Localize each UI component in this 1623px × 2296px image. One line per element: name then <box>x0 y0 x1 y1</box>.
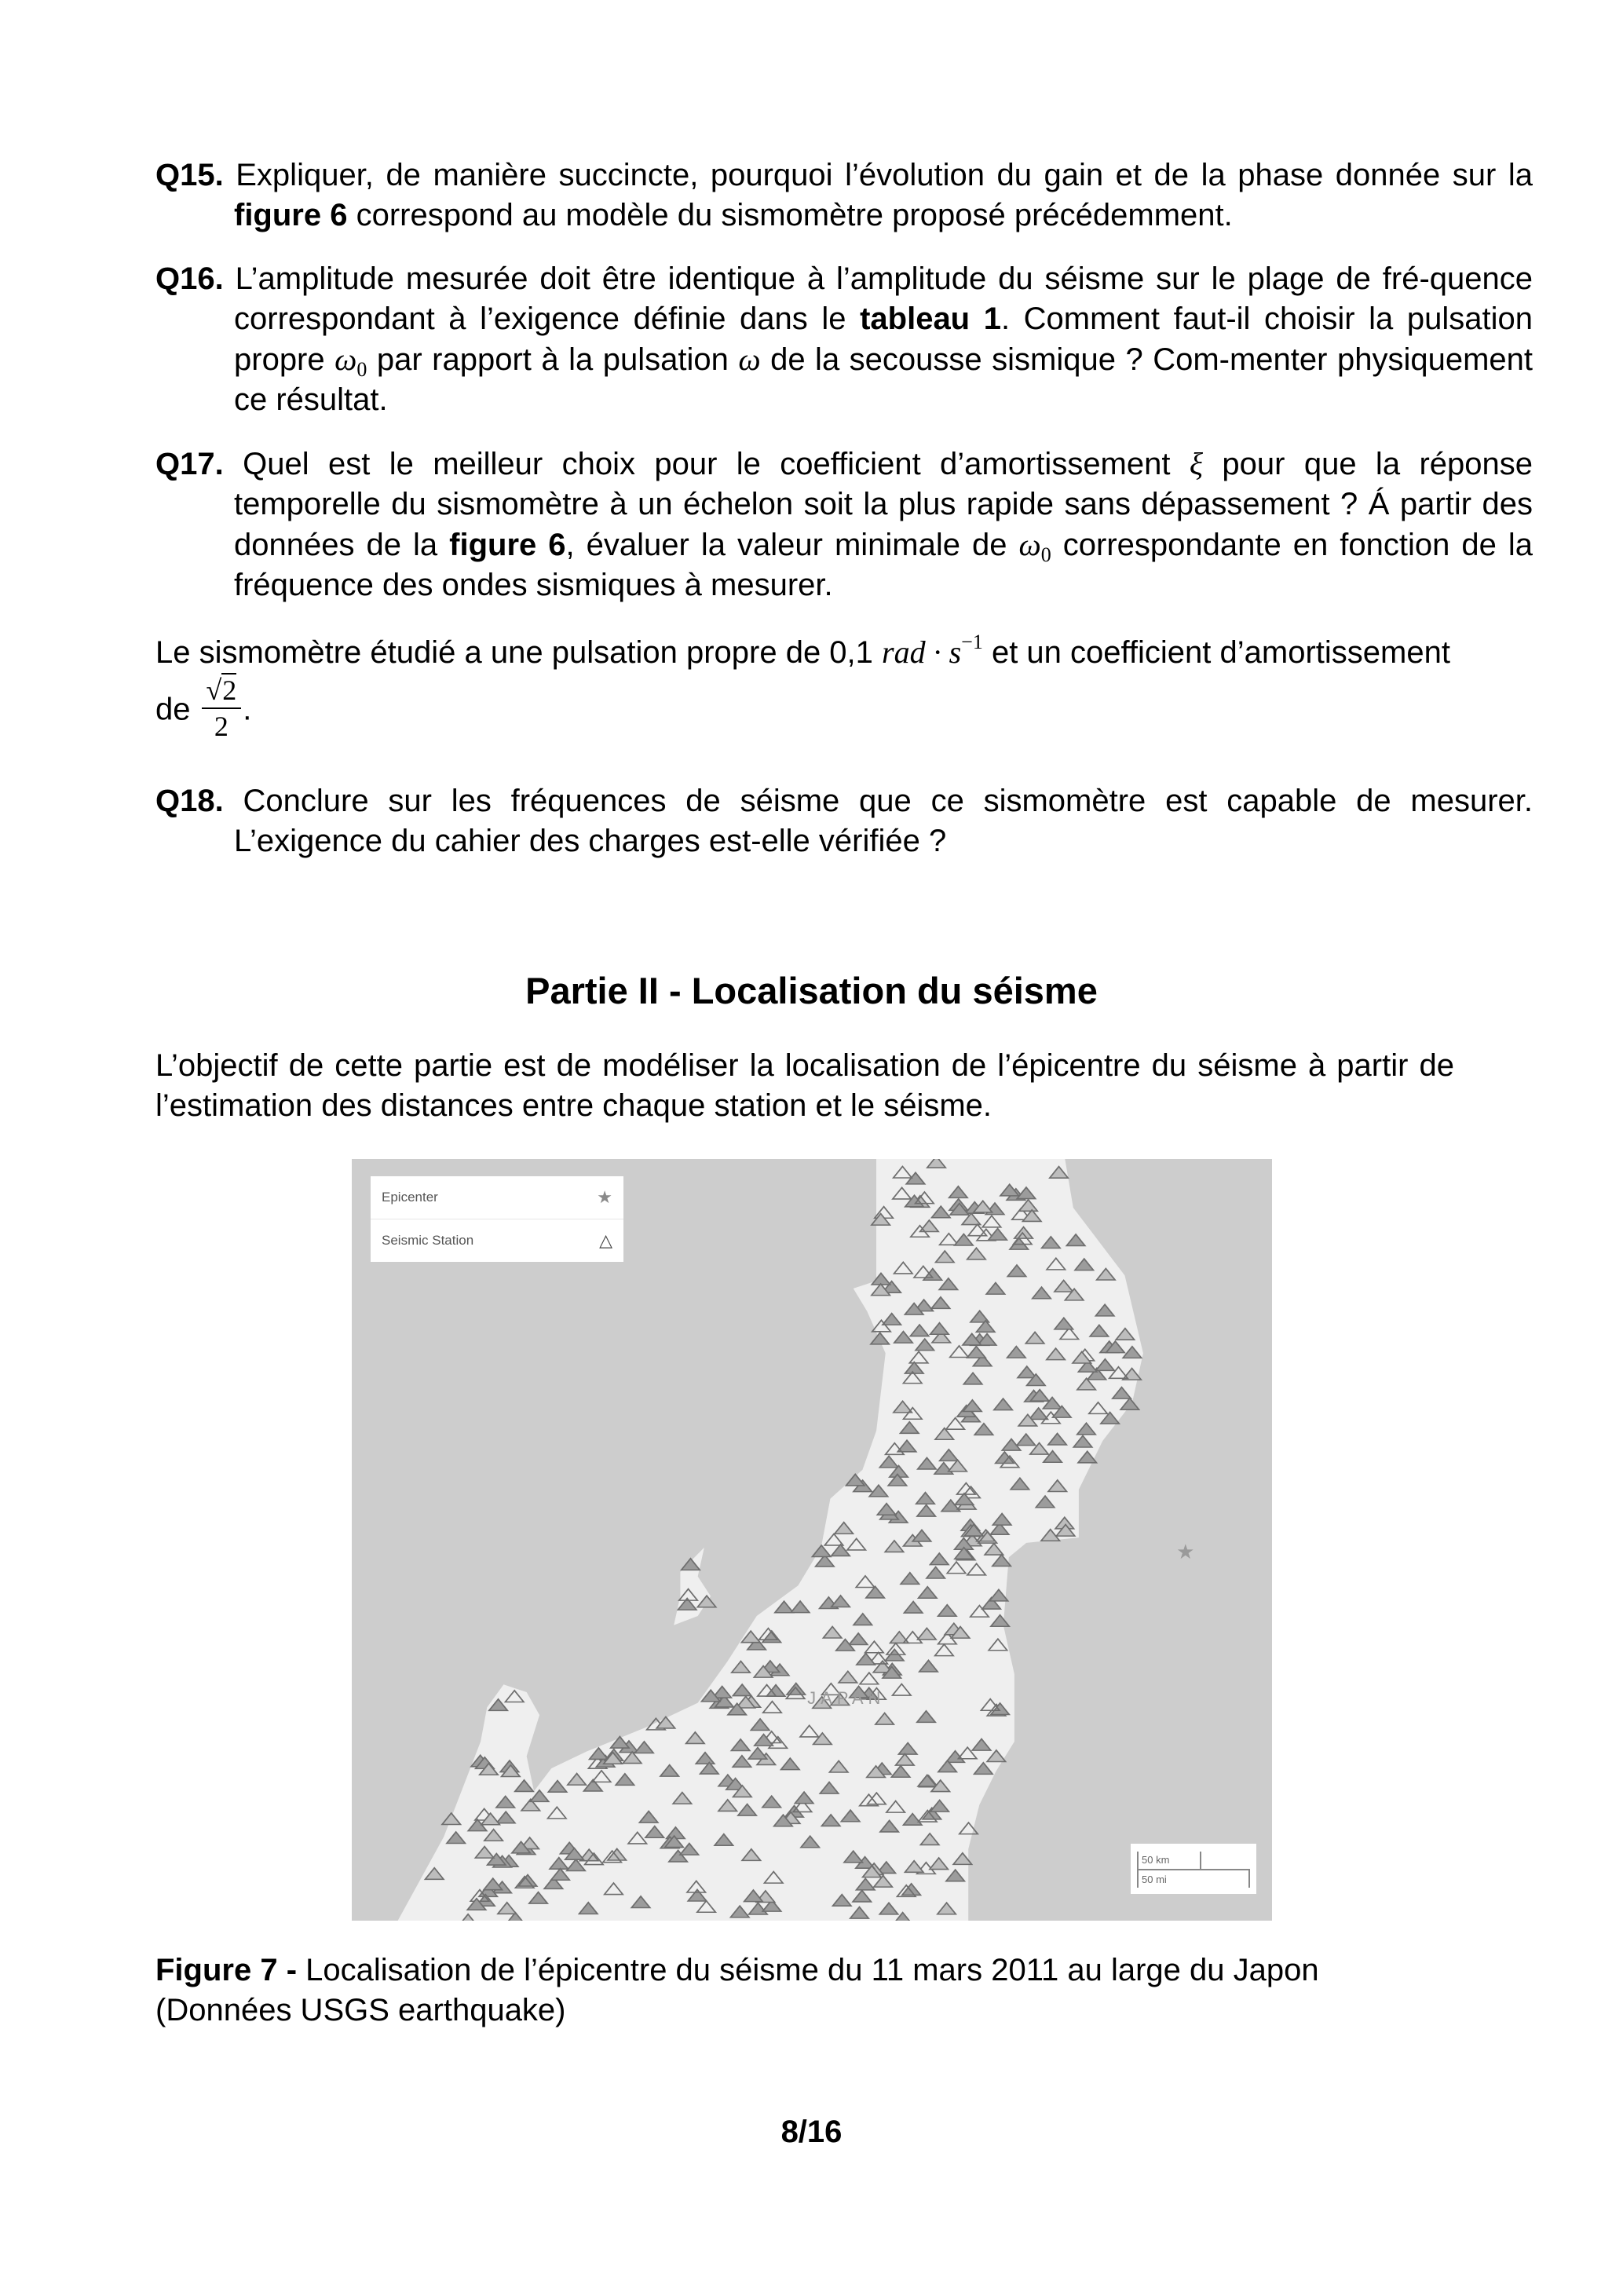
math-symbol: ξ <box>1189 446 1204 481</box>
fraction-sqrt2-over-2 <box>202 675 242 742</box>
intro-paragraph: L’objectif de cette partie est de modéliser la localisation de l’épicentre du séisme à partir de l’estimation des distances entre chaque station et le séisme. <box>155 1048 1454 1123</box>
page-number: 8/16 <box>780 2115 843 2149</box>
question-number: Q15. <box>155 158 236 192</box>
fraction-numerator: √2 <box>202 675 242 709</box>
map-legend <box>371 1176 623 1262</box>
caption-label: Figure 7 - <box>155 1953 298 1987</box>
statement-line-2 <box>155 675 1454 745</box>
fraction-denominator: 2 <box>214 711 228 742</box>
scale-bar <box>1131 1844 1256 1894</box>
question-text: correspondante en fonction de la fréquence des ondes sismiques à mesurer. <box>234 528 1533 602</box>
question-q18 <box>155 781 1533 861</box>
epicenter-map <box>352 1159 1272 1921</box>
question-number: Q17. <box>155 447 243 481</box>
question-text: Conclure sur les fréquences de séisme que ce sismomètre est capable de mesurer. L’exigence du cahier des charges est-elle vérifiée ? <box>234 784 1533 858</box>
scale-tick <box>1248 1869 1250 1888</box>
scale-label-mi: 50 mi <box>1142 1874 1167 1885</box>
scale-tick <box>1137 1869 1139 1888</box>
question-text: de la secousse sismique ? Com-menter physiquement ce résultat. <box>234 342 1533 417</box>
math-symbol: ω <box>738 342 761 377</box>
math-subscript: 0 <box>356 358 367 381</box>
scale-tick <box>1200 1852 1201 1869</box>
unit-rad-s <box>882 631 983 670</box>
seismometer-statement <box>155 632 1454 745</box>
math-symbol: $\omega_0$ <box>1018 527 1051 566</box>
question-text: par rapport à la pulsation <box>367 342 739 377</box>
question-number: Q16. <box>155 261 236 296</box>
unit-exponent: −1 <box>961 631 983 653</box>
question-text: correspond au modèle du sismomètre proposé précédemment. <box>347 198 1233 232</box>
unit-text: rad · s <box>882 634 962 670</box>
map-canvas <box>352 1159 1272 1921</box>
star-icon: ★ <box>597 1187 612 1207</box>
epicenter-star-icon: ★ <box>1176 1540 1195 1563</box>
question-q16 <box>155 259 1533 420</box>
question-number: Q18. <box>155 784 243 818</box>
statement-period: . <box>243 692 252 727</box>
statement-de: de <box>155 692 191 727</box>
question-text: Expliquer, de manière succincte, pourquoi l’évolution du gain et de la phase donnée sur la <box>236 158 1533 192</box>
section-heading: Partie II - Localisation du séisme <box>525 970 1098 1011</box>
statement-text-2: et un coefficient d’amortissement <box>982 635 1450 670</box>
statement-text-1: Le sismomètre étudié a une pulsation propre de 0,1 <box>155 635 883 670</box>
question-text: . Comment faut-il choisir la pulsation propre <box>234 302 1533 377</box>
math-symbol: $\omega_0$ <box>334 342 367 381</box>
triangle-icon: △ <box>599 1230 612 1250</box>
bold-reference: figure 6 <box>449 528 566 562</box>
question-text: L’amplitude mesurée doit être identique à l’amplitude du séisme sur le plage de fré-quence correspondant à l’exigence définie dans le <box>234 261 1533 336</box>
sqrt-radicand: 2 <box>222 675 237 706</box>
bold-reference: tableau 1 <box>860 302 1001 336</box>
question-q17 <box>155 444 1533 605</box>
question-text: Quel est le meilleur choix pour le coefficient d’amortissement <box>243 447 1190 481</box>
math-subscript: 0 <box>1040 543 1051 566</box>
scale-tick <box>1137 1852 1139 1869</box>
scale-line <box>1137 1869 1250 1870</box>
country-label: JAPAN <box>807 1688 886 1709</box>
legend-item-seismic-station <box>371 1219 623 1262</box>
figure-caption <box>155 1951 1454 2031</box>
bold-reference: figure 6 <box>234 198 348 232</box>
question-text: pour que la réponse temporelle du sismomètre à un échelon soit la plus rapide sans dépassement ? Á partir des données de la <box>234 447 1533 562</box>
legend-label-epicenter: Epicenter <box>382 1190 438 1205</box>
question-q15 <box>155 155 1533 236</box>
legend-label-seismic-station: Seismic Station <box>382 1233 474 1248</box>
question-text: , évaluer la valeur minimale de <box>565 528 1019 562</box>
legend-item-epicenter <box>371 1176 623 1219</box>
caption-text: Localisation de l’épicentre du séisme du 11 mars 2011 au large du Japon (Données USGS earthquake) <box>155 1953 1319 2027</box>
scale-label-km: 50 km <box>1142 1854 1170 1866</box>
